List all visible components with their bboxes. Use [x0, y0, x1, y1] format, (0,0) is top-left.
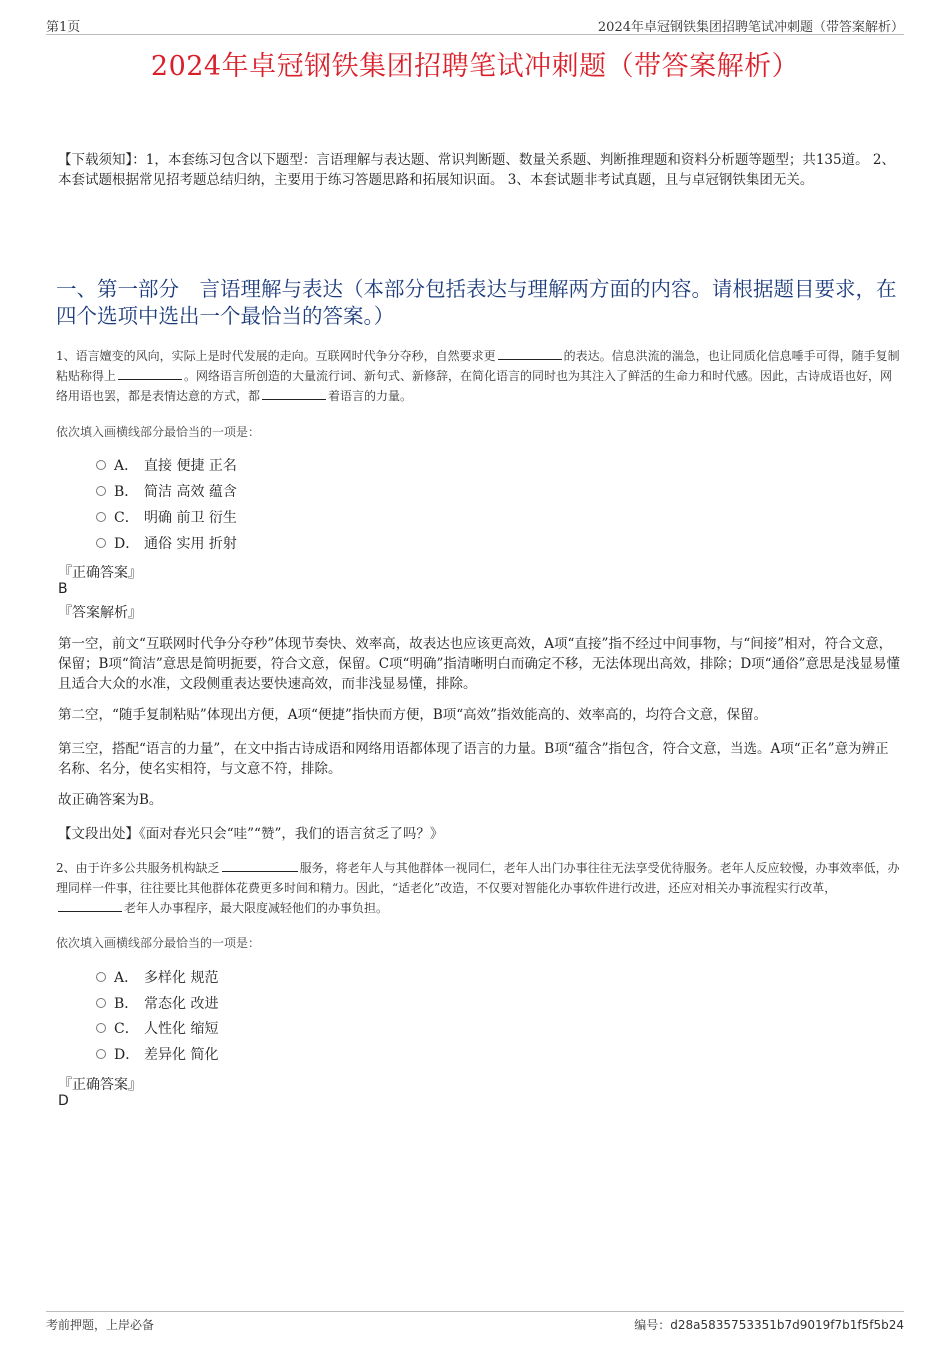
- analysis-conclusion: 故正确答案为B。: [58, 792, 163, 808]
- fill-blank: [262, 387, 326, 400]
- document-title: 2024年卓冠钢铁集团招聘笔试冲刺题（带答案解析）: [150, 51, 800, 82]
- option-letter: B．: [114, 484, 139, 500]
- question-2-segment: 服务，将老年人与其他群体一视同仁，老年人出门办事往往无法享受优待服务。老年人反应较慢，办事效率低，办理同样一件事，往往要比其他群体花费更多时间和精力。因此，“适老化”改造，不仅要对智能化办事软件进行改进，还应对相关办事流程实行改革，: [56, 861, 900, 895]
- question-2-option-a[interactable]: [96, 968, 218, 988]
- analysis-paragraph: 第三空，搭配“语言的力量”，在文中指古诗成语和网络用语都体现了语言的力量。B项“蕴含”指包含，符合文意，当选。A项“正名”意为辨正名称、名分，使名实相符，与文意不符，排除。: [58, 741, 889, 777]
- option-letter: C．: [114, 1021, 139, 1037]
- radio-icon[interactable]: [96, 512, 106, 522]
- radio-icon[interactable]: [96, 972, 106, 982]
- option-letter: A．: [114, 458, 139, 474]
- analysis-paragraph: 第一空，前文“互联网时代争分夺秒”体现节奏快、效率高，故表达也应该更高效，A项“直接”指不经过中间事物，与“间接”相对，符合文意，保留；B项“简洁”意思是简明扼要，符合文意，保留。C项“明确”指清晰明白而确定不移，无法体现出高效，排除；D项“通俗”意思是浅显易懂且适合大众的水准，文段侧重表达要快速高效，而非浅显易懂，排除。: [58, 636, 900, 692]
- option-text: 多样化 规范: [144, 970, 219, 986]
- question-1-prompt: 依次填入画横线部分最恰当的一项是：: [56, 425, 261, 439]
- page-number: 第1页: [46, 20, 81, 35]
- question-2-prompt: 依次填入画横线部分最恰当的一项是：: [56, 936, 261, 950]
- radio-icon[interactable]: [96, 538, 106, 548]
- question-1-answer: B: [58, 581, 68, 597]
- option-text: 明确 前卫 衍生: [144, 510, 237, 526]
- radio-icon[interactable]: [96, 1049, 106, 1059]
- option-text: 差异化 简化: [144, 1047, 219, 1063]
- footer-code-label: 编号：: [634, 1318, 671, 1332]
- radio-icon[interactable]: [96, 460, 106, 470]
- fill-blank: [118, 367, 182, 380]
- question-2-text: [56, 858, 902, 918]
- header-doc-title: 2024年卓冠钢铁集团招聘笔试冲刺题（带答案解析）: [597, 20, 904, 35]
- question-2-segment: 老年人办事程序，最大限度减轻他们的办事负担。: [124, 901, 389, 915]
- fill-blank: [222, 859, 298, 872]
- option-letter: A．: [114, 970, 139, 986]
- question-2-segment: 2、由于许多公共服务机构缺乏: [56, 861, 220, 875]
- question-2-answer-label: 『正确答案』: [58, 1077, 142, 1093]
- option-text: 常态化 改进: [144, 996, 219, 1012]
- question-1-option-b[interactable]: [96, 482, 237, 502]
- question-2-answer: D: [58, 1093, 69, 1109]
- question-2-option-d[interactable]: [96, 1045, 218, 1065]
- question-1-segment: 。网络语言所创造的大量流行词、新句式、新修辞，在简化语言的同时也为其注入了鲜活的生命力和时代感。因此，古诗成语也好，网络用语也罢，都是表情达意的方式，都: [56, 369, 893, 403]
- question-1-text: [56, 346, 902, 406]
- radio-icon[interactable]: [96, 998, 106, 1008]
- footer-slogan: 考前押题，上岸必备: [46, 1318, 155, 1332]
- question-2-option-b[interactable]: [96, 994, 218, 1014]
- footer-code-value: d28a5835753351b7d9019f7b1f5f5b24: [670, 1318, 904, 1332]
- question-1-option-c[interactable]: [96, 508, 237, 528]
- footer-code: [634, 1316, 904, 1333]
- fill-blank: [58, 899, 122, 912]
- option-text: 人性化 缩短: [144, 1021, 219, 1037]
- download-notice: 【下载须知】：1，本套练习包含以下题型：言语理解与表达题、常识判断题、数量关系题、判断推理题和资料分析题等题型；共135道。 2、本套试题根据常见招考题总结归纳，主要用于练习答题思路和拓展知识面。 3、本套试题非考试真题，且与卓冠钢铁集团无关。: [58, 152, 895, 188]
- option-letter: D．: [114, 536, 140, 552]
- question-1-analysis-label: 『答案解析』: [58, 605, 142, 621]
- question-1-segment: 1、语言嬗变的风向，实际上是时代发展的走向。互联网时代争分夺秒，自然要求更: [56, 349, 496, 363]
- analysis-paragraph: 第二空，“随手复制粘贴”体现出方便，A项“便捷”指快而方便，B项“高效”指效能高的、效率高的，均符合文意，保留。: [58, 707, 768, 723]
- option-text: 通俗 实用 折射: [144, 536, 237, 552]
- option-letter: D．: [114, 1047, 140, 1063]
- fill-blank: [498, 347, 562, 360]
- radio-icon[interactable]: [96, 486, 106, 496]
- option-text: 直接 便捷 正名: [144, 458, 237, 474]
- question-1-segment: 的表达。信息洪流的湍急，也让同质化信息唾手可得，随手复制粘贴称得上: [56, 349, 900, 383]
- option-letter: C．: [114, 510, 139, 526]
- option-letter: B．: [114, 996, 139, 1012]
- question-1-option-a[interactable]: [96, 456, 237, 476]
- section-title: 一、第一部分 言语理解与表达（本部分包括表达与理解两方面的内容。请根据题目要求，在四个选项中选出一个最恰当的答案。）: [56, 277, 897, 328]
- analysis-source: 【文段出处】《面对春光只会“哇”“赞”，我们的语言贫乏了吗？》: [58, 826, 444, 842]
- question-1-segment: 着语言的力量。: [328, 389, 413, 403]
- page-header: [46, 14, 904, 35]
- question-2-option-c[interactable]: [96, 1019, 218, 1039]
- question-1-answer-label: 『正确答案』: [58, 565, 142, 581]
- radio-icon[interactable]: [96, 1023, 106, 1033]
- question-1-option-d[interactable]: [96, 534, 237, 554]
- option-text: 简洁 高效 蕴含: [144, 484, 237, 500]
- page-footer: [46, 1311, 904, 1336]
